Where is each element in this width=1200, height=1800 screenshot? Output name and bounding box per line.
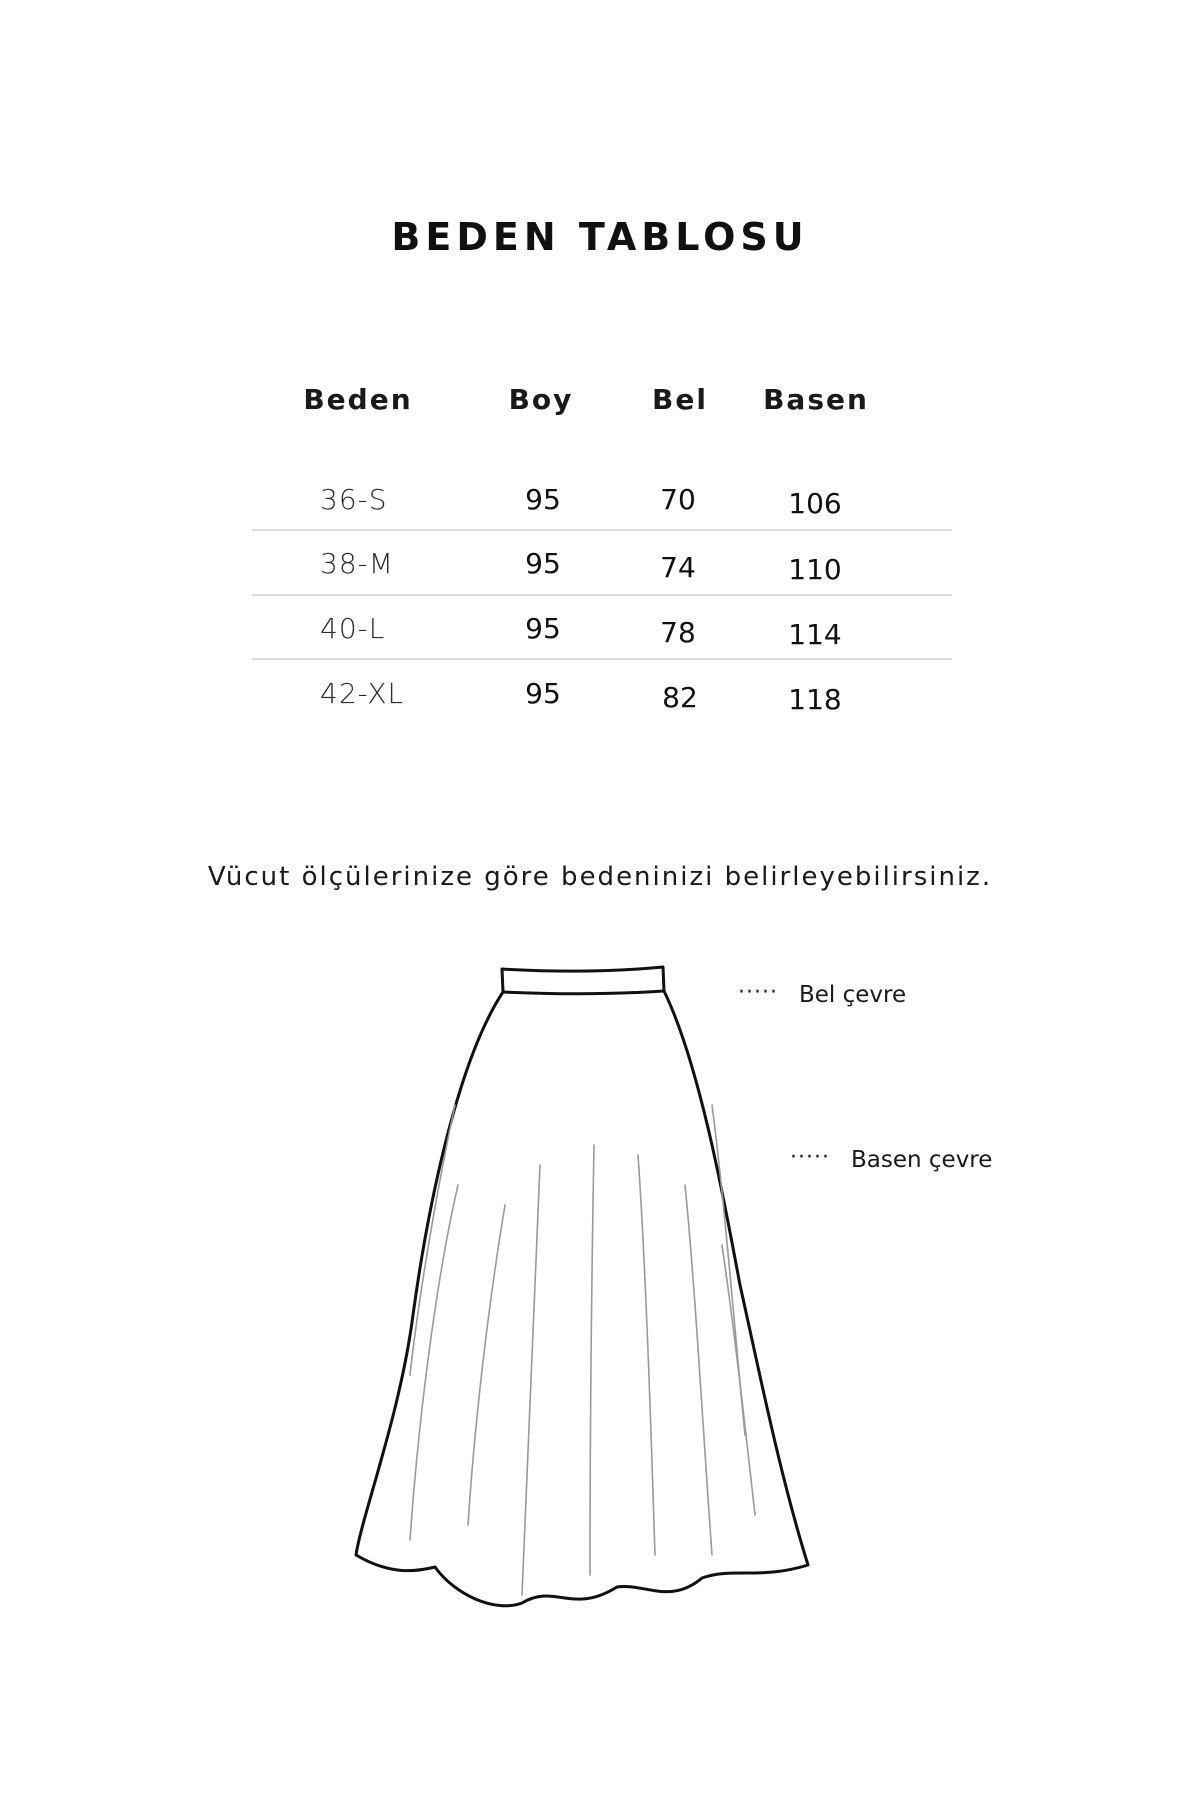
hip-measure-label: Basen çevre	[851, 1147, 993, 1173]
bel-cell: 78	[660, 616, 696, 649]
size-cell: 36-S	[320, 483, 388, 516]
fold-line	[638, 1155, 655, 1555]
boy-cell: 95	[525, 677, 561, 710]
fold-line	[590, 1145, 594, 1575]
basen-cell: 110	[788, 553, 842, 586]
basen-cell: 114	[788, 618, 842, 651]
column-header-beden: Beden	[303, 383, 413, 416]
fold-line	[685, 1185, 712, 1555]
table-row	[0, 546, 1200, 608]
basen-cell: 118	[788, 683, 842, 716]
row-divider	[252, 529, 952, 531]
bel-cell: 74	[660, 551, 696, 584]
table-row	[0, 676, 1200, 738]
boy-cell: 95	[525, 483, 561, 516]
column-header-bel: Bel	[652, 383, 708, 416]
skirt-diagram	[340, 955, 820, 1615]
fold-line	[722, 1245, 755, 1515]
page-title: BEDEN TABLOSU	[391, 215, 809, 259]
fold-line	[410, 1185, 458, 1540]
fold-line	[468, 1205, 505, 1525]
basen-cell: 106	[788, 487, 842, 520]
column-header-basen: Basen	[763, 383, 869, 416]
table-row	[0, 611, 1200, 673]
bel-cell: 82	[662, 681, 698, 714]
boy-cell: 95	[525, 612, 561, 645]
instruction-text: Vücut ölçülerinize göre bedeninizi belirleyebilirsiniz.	[207, 862, 993, 892]
boy-cell: 95	[525, 547, 561, 580]
row-divider	[252, 594, 952, 596]
row-divider	[252, 658, 952, 660]
bel-cell: 70	[660, 483, 696, 516]
hip-leader-dots: ·····	[790, 1145, 830, 1170]
size-cell: 38-M	[320, 547, 394, 580]
table-row	[0, 482, 1200, 544]
fold-line	[410, 1105, 455, 1375]
waist-leader-dots: ·····	[738, 980, 778, 1005]
fold-line	[522, 1165, 540, 1595]
waistband-outline	[502, 967, 664, 994]
skirt-outline	[356, 991, 808, 1606]
column-header-boy: Boy	[508, 383, 574, 416]
size-cell: 42-XL	[320, 677, 405, 710]
size-cell: 40-L	[320, 612, 386, 645]
waist-measure-label: Bel çevre	[799, 982, 907, 1008]
